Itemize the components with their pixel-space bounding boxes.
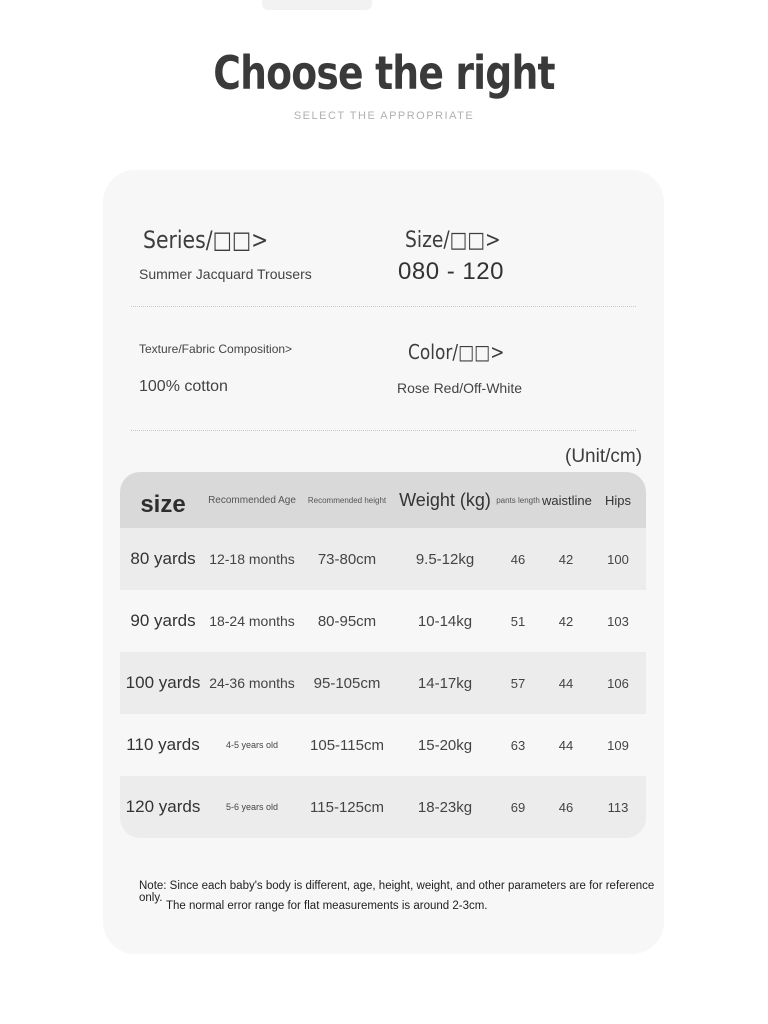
cell-age: 5-6 years old (225, 802, 279, 812)
table-row (120, 652, 646, 714)
divider (131, 430, 636, 431)
table-row (120, 590, 646, 652)
color-value: Rose Red/Off-White (397, 380, 523, 396)
page-title: Choose the right (213, 46, 555, 100)
cell-hips: 113 (607, 799, 629, 815)
cell-age: 24-36 months (209, 675, 295, 691)
header-weight: Weight (kg) (399, 489, 491, 510)
divider (131, 306, 636, 307)
cell-waistline: 42 (558, 551, 574, 567)
cell-age: 12-18 months (209, 551, 295, 567)
cell-waistline: 44 (558, 675, 574, 691)
header-size: size (140, 491, 186, 518)
table-header (120, 472, 646, 528)
cell-weight: 18-23kg (417, 798, 473, 816)
header-age: Recommended Age (208, 494, 296, 506)
header-pants-length: pants length (496, 495, 540, 505)
cell-height: 105-115cm (310, 736, 384, 754)
cell-hips: 109 (607, 737, 629, 753)
series-value: Summer Jacquard Trousers (139, 266, 312, 282)
color-label: Color/□□> (408, 340, 505, 364)
cell-hips: 100 (607, 551, 629, 567)
cell-size: 120 yards (125, 797, 201, 816)
cell-size: 80 yards (130, 549, 196, 568)
cell-pants-length: 57 (510, 675, 526, 691)
cell-weight: 14-17kg (417, 674, 473, 692)
cell-size: 100 yards (125, 673, 201, 692)
cell-height: 95-105cm (313, 674, 381, 692)
cell-size: 90 yards (130, 611, 196, 630)
table-row (120, 776, 646, 838)
header-waistline: waistline (542, 492, 592, 508)
note-line-2: The normal error range for flat measurements is around 2-3cm. (166, 900, 488, 912)
page-subtitle: SELECT THE APPROPRIATE (293, 110, 475, 122)
cell-size: 110 yards (126, 735, 200, 754)
unit-label: (Unit/cm) (565, 446, 643, 467)
series-label: Series/□□> (143, 226, 269, 254)
cell-hips: 103 (607, 613, 629, 629)
cell-height: 115-125cm (310, 798, 384, 816)
cell-pants-length: 51 (510, 613, 526, 629)
cell-pants-length: 69 (510, 799, 526, 815)
cell-pants-length: 46 (510, 551, 526, 567)
cell-waistline: 44 (558, 737, 574, 753)
cell-waistline: 46 (558, 799, 574, 815)
size-guide-card (103, 170, 664, 954)
size-table (120, 472, 646, 838)
size-value: 080 - 120 (398, 258, 504, 285)
cell-weight: 10-14kg (417, 612, 473, 630)
cell-hips: 106 (607, 675, 629, 691)
note-line-1: Note: Since each baby's body is different, age, height, weight, and other parameters are for reference only. (139, 880, 655, 904)
cell-weight: 9.5-12kg (415, 550, 475, 568)
table-row (120, 528, 646, 590)
header-hips: Hips (604, 492, 631, 508)
cell-age: 18-24 months (209, 613, 295, 629)
top-decoration (262, 0, 372, 10)
cell-height: 80-95cm (317, 612, 377, 630)
cell-waistline: 42 (558, 613, 574, 629)
cell-height: 73-80cm (317, 550, 377, 568)
table-row (120, 714, 646, 776)
texture-label: Texture/Fabric Composition> (139, 342, 293, 356)
size-label: Size/□□> (405, 228, 501, 253)
cell-weight: 15-20kg (417, 736, 473, 754)
cell-age: 4-5 years old (225, 740, 279, 750)
header-height: Recommended height (307, 495, 387, 505)
texture-value: 100% cotton (139, 378, 228, 395)
cell-pants-length: 63 (510, 737, 526, 753)
